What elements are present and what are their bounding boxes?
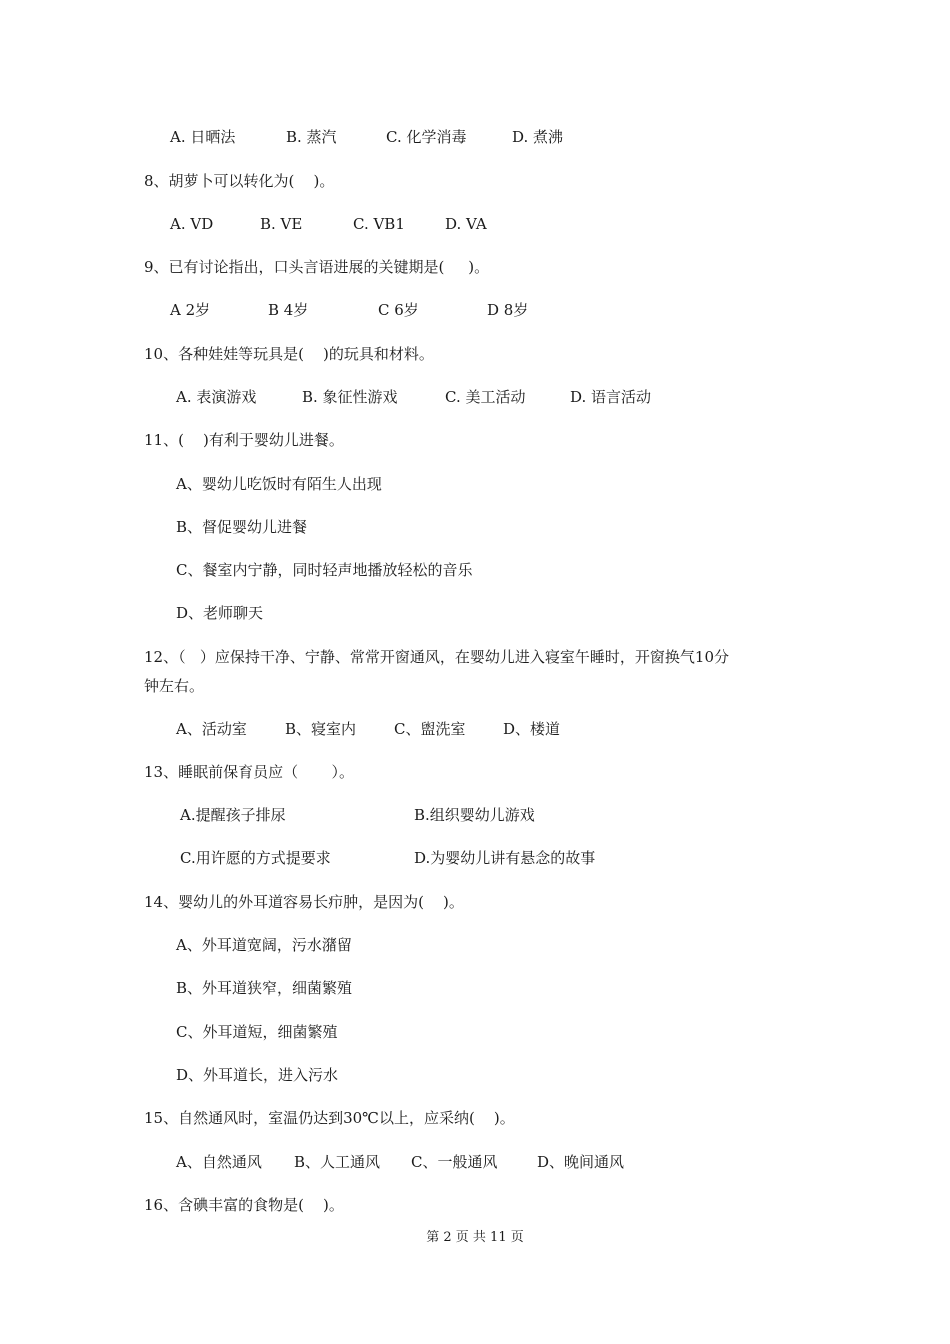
q13-option-b: B.组织婴幼儿游戏 xyxy=(414,806,535,824)
q15-option-a: A、自然通风 xyxy=(176,1153,262,1171)
q15-option-d: D、晚间通风 xyxy=(537,1153,625,1171)
q11-option-b: B、督促婴幼儿进餐 xyxy=(176,518,308,536)
question-16: 16、含碘丰富的食物是( )。 xyxy=(144,1196,344,1214)
q10-option-b: B. 象征性游戏 xyxy=(302,388,398,406)
q7-option-d: D. 煮沸 xyxy=(512,128,564,146)
q15-option-b: B、人工通风 xyxy=(294,1153,381,1171)
question-11: 11、( )有利于婴幼儿进餐。 xyxy=(144,431,344,449)
q8-option-b: B. VE xyxy=(260,215,303,233)
q14-option-b: B、外耳道狭窄，细菌繁殖 xyxy=(176,979,353,997)
q12-option-a: A、活动室 xyxy=(176,720,247,738)
q11-option-a: A、婴幼儿吃饭时有陌生人出现 xyxy=(176,475,382,493)
q9-option-c: C 6岁 xyxy=(378,301,419,319)
q9-option-a: A 2岁 xyxy=(170,301,211,319)
q10-option-c: C. 美工活动 xyxy=(445,388,526,406)
q11-option-d: D、老师聊天 xyxy=(176,604,264,622)
q9-option-d: D 8岁 xyxy=(487,301,529,319)
q15-option-c: C、一般通风 xyxy=(411,1153,498,1171)
question-9: 9、已有讨论指出，口头言语进展的关键期是( )。 xyxy=(144,258,490,276)
question-14: 14、婴幼儿的外耳道容易长疖肿，是因为( )。 xyxy=(144,893,464,911)
q8-option-d: D. VA xyxy=(445,215,487,233)
q12-option-d: D、楼道 xyxy=(503,720,561,738)
question-12-line-2: 钟左右。 xyxy=(144,677,205,695)
q12-option-b: B、寝室内 xyxy=(285,720,357,738)
question-15: 15、自然通风时，室温仍达到30℃以上，应采纳( )。 xyxy=(144,1109,515,1127)
question-12-line-1: 12、（ ）应保持干净、宁静、常常开窗通风，在婴幼儿进入寝室午睡时，开窗换气10分 xyxy=(144,648,729,666)
question-8: 8、胡萝卜可以转化为( )。 xyxy=(144,172,335,190)
page-footer: 第 2 页 共 11 页 xyxy=(426,1230,524,1245)
q14-option-d: D、外耳道长，进入污水 xyxy=(176,1066,339,1084)
q13-option-d: D.为婴幼儿讲有悬念的故事 xyxy=(414,849,596,867)
q8-option-c: C. VB1 xyxy=(353,215,405,233)
q10-option-a: A. 表演游戏 xyxy=(176,388,257,406)
q8-option-a: A. VD xyxy=(170,215,214,233)
question-10: 10、各种娃娃等玩具是( )的玩具和材料。 xyxy=(144,345,434,363)
q9-option-b: B 4岁 xyxy=(268,301,309,319)
q14-option-a: A、外耳道宽阔，污水潴留 xyxy=(176,936,352,954)
q13-option-c: C.用许愿的方式提要求 xyxy=(180,849,331,867)
q7-option-b: B. 蒸汽 xyxy=(286,128,337,146)
q10-option-d: D. 语言活动 xyxy=(570,388,652,406)
question-13: 13、睡眠前保育员应（ ）。 xyxy=(144,763,354,781)
q7-option-a: A. 日晒法 xyxy=(170,128,236,146)
q13-option-a: A.提醒孩子排尿 xyxy=(180,806,286,824)
q7-option-c: C. 化学消毒 xyxy=(386,128,467,146)
q12-option-c: C、盥洗室 xyxy=(394,720,466,738)
q11-option-c: C、餐室内宁静，同时轻声地播放轻松的音乐 xyxy=(176,561,473,579)
q14-option-c: C、外耳道短，细菌繁殖 xyxy=(176,1023,338,1041)
